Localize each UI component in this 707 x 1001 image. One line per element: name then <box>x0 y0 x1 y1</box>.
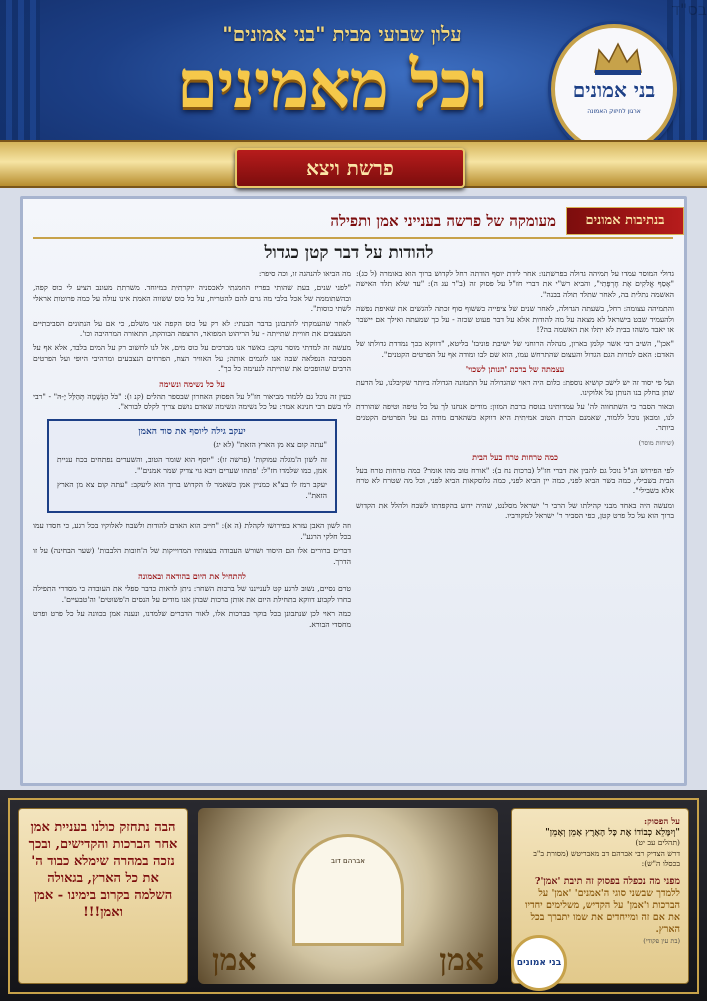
newsletter-subtitle: עלון שבועי מבית "בני אמונים" <box>222 22 462 46</box>
parasha-title: פרשת ויצא <box>235 148 465 188</box>
rabbi-note: דרש הצדיק רבי אברהם דב מאבריטש (מסורת ב"ב בכסלו ה"ש): <box>533 848 680 868</box>
tomb-arch <box>292 834 404 946</box>
paragraph: ועל פי יסוד זה יש לישב קושיא נוספת: כלום היה ראוי שהגדולה על התמונה הגדולה ביותר שקיבלנו, על הדעת שתן בחלק בנו הנותן על אלוקינו. <box>356 377 674 398</box>
paragraph: לאחר שהעמקתי להתבונן בדבר הבנתי: לא רק על כוס הקפה אני משלם, כי אם על הנתונים הסביבתיים המעצבים את חוויית שתייתה - על הריהוט המפואר, הרצפה הבוהקת, התאורה המרהיבה וכו'. <box>33 318 351 339</box>
section-description: מעומקה של פרשה בענייני אמן ותפילה <box>330 212 556 230</box>
newsletter-title: וכל מאמינים <box>177 45 487 123</box>
amen-word-left: אמן <box>212 943 257 978</box>
answer-source: (בת עין פקודי) <box>643 936 680 945</box>
paragraph: מה הביאו להנהגה זו, וכה סיפר: <box>258 269 351 278</box>
bsd-mark <box>0 0 707 19</box>
section-badge: בנתיבות אמונים <box>566 207 684 235</box>
article-column-right <box>356 269 674 769</box>
logo-name: בני אמונים <box>572 78 656 102</box>
paragraph: כמה ראוי לכן שנתבונן בכל בוקר בברכות אלו, לאור הדברים שלמדנו, ונענה אמן בכוונה על כל פרט ופרט מחסדי הבורא. <box>33 609 351 629</box>
paragraph: והתמיהה עצומה: רחל, בשעתה הגדולה, לאחר שנים של ציפייה כששוף סוף זכתה להגשים את שאיפת נפשה ולהעמיד שבט בישראל לא מצאה על מה להודות אלא על דבר פעוט שכזה - על כך שמעתה ואילך אם יישבר או יאבד משהו בבית לא יתלו את האשמה בה?! <box>356 304 674 335</box>
paragraph: לפי הפירוש הנ"ל נוכל גם להבין את דברי חז"ל (ברכות נח ב): "אורח טוב מהו אומר? כמה טרחות טרח בעל הבית בשבילי, כמה בשר הביא לפני, כמה יין הביא לפני, כמה גלוסקאות הביא לפני, וכל מה שטרח לא טרח אלא בשבילי". <box>356 465 674 496</box>
paragraph: "אכן", השיב רבי אשר קלמן בארון, מנהלה הרוחני של ישיבת פוניבז' בליטא, "דווקא בכך נמדדת גדולתו של האדם: האם למרות הגם הגדול והעצום שהתרחש עמו, הוא שם לבו ומודה אף על הפרטים הקטנים". <box>356 339 674 359</box>
highlight-verse: "עתה קום צא מן הארץ הזאת" (לא יג) <box>213 440 327 450</box>
paragraph: ומעשה היה באחד מבני קהילתו של הרבי ר' ישראל מסלנט, שהיה ידוע בהקפדתו לשבח ולהלל את הקדוש ברוך הוא על כל פרט קטן, כפי הסביר ר' ישראל למקורביו. <box>356 500 674 521</box>
verse-text: "וְיִמָּלֵא כְבוֹדוֹ אֶת כָּל הָאָרֶץ אָמֵן וְאָמֵן" <box>545 827 680 838</box>
verse-intro: על הפסוק: <box>644 817 680 827</box>
small-logo: בני אמונים <box>511 935 567 991</box>
paragraph: ובאור הסבר כי השתחווה לה' על עמדותינו בנוסח ברכת המזון: מודים אנחנו לך על כל טיפה וטיפה שהורדת לנו, ומכאן נוכל ללמוד, שאמנם הכרת הטוב אמיתית היא דווקא כשהאדם מודה גם על הפרטים הקטנים ביותר. <box>356 402 674 433</box>
bottom-banner <box>0 790 707 1001</box>
article-column-left <box>33 269 351 769</box>
highlight-text: זה לשון ה'מגלה עמוקות' (פרשה זו): "יוסף הוא שומר הטוב, והשערים נפתחים בכח עניית אמן, כמו שלמדו חז"ל: 'פתחו שערים ויבא גוי צדיק שמר אמנים'". <box>57 455 327 475</box>
paragraph: "לפני שנים, בעת שהותי בפריז הוזמנתי לאכסניה יוקרתית במיוחד. משרתת מעונב הציע לי כוס קפה, ובהשתוממה של אכל בלבי מה גרם להם להטריח, על כל כוס ששווה האמת אינו עולה על כמה פרוטות אראלי לשתי כוסות". <box>33 283 351 314</box>
subheading: להתחיל את היום בהודאה ובאמונה <box>138 571 246 582</box>
paragraph: וזה לשון האבן עזרא בפירושו לקהלת (ה א): "חייב הוא האדם להודות ולשבח לאלוקיו בכל רגע, כי חסדו עמו בכל חלקי הרגע". <box>33 521 351 541</box>
subheading: על כל נשימה ונשימה <box>159 378 225 389</box>
paragraph: דברים ברורים אלו הם היסוד ושורש העבודה בעצותיו המדוייקות של ה'חובות הלבבות' (שער הבחינה) על זו הדרך. <box>33 546 351 566</box>
divider <box>33 237 673 239</box>
main-article-panel <box>20 196 687 786</box>
source-note: (שיחות מוסר) <box>638 438 674 447</box>
highlight-title: יעקב גילה ליוסף את סוד האמן <box>138 426 246 437</box>
answer-text: ללמדך שבשני סוגי ה'אמנים' 'אמן' על הברכות ו'אמן' על הקדיש, משלימים יחדיו את אם זה ומייחדים את שמו יתברך בכל הארץ. <box>525 887 680 935</box>
organization-logo <box>551 24 677 154</box>
subheading: עצמתה של ברכת 'הנותן לשכוי' <box>465 364 565 375</box>
parchment-left <box>18 808 188 984</box>
paragraph: טרם נסיים, נשוב לרגע קט לענייננו של ברכות השחר: ניתן לראות כדבר ספלי את העובדה כי מסדרי התפילה בחרו לקבוע דווקא בתחילת היום את אותן ברכות שבהן אנו מודים על הנסים ה'פשוטים' וה'טבעיים'. <box>33 584 351 604</box>
subheading: כמה טרחות טרח בעל הבית <box>472 452 558 463</box>
highlight-text: יעקב רמז לו בצ"א כמניין אמן כשאמר לו הקדוש ברוך הוא ליעקב: "עתה קום צא מן הארץ הזאת". <box>57 480 327 500</box>
paragraph: כעין זה נוכל גם ללמוד מביאור חז"ל על הפסוק האחרון שבספר תהלים (קנ ו): "כֹּל הַנְּשָׁמָה תְּהַלֵּל יָ-הּ" - "רבי לוי בשם רבי חנינא אמר: על כל נשימה ונשימה שאדם נושם צריך לקלס לבורא". <box>33 392 351 412</box>
highlight-box <box>47 419 337 514</box>
logo-subtext: ארגון לחיזוק האמונה <box>587 108 641 115</box>
article-title: להודות על דבר קטן כגדול <box>264 243 434 263</box>
crown-icon <box>591 42 645 76</box>
tomb-image <box>198 808 498 984</box>
question-text: מפני מה נכפלה בפסוק זה תיבת 'אמן'? <box>534 875 680 887</box>
tomb-inscription: אברהם דוב <box>331 857 365 865</box>
amen-word-right: אמן <box>439 943 484 978</box>
verse-source: (תהלים עב יט) <box>635 838 680 847</box>
paragraph: גדולי המוסר עמדו על תמיהה גדולה בפרשתנו: אחר לידת יוסף הודתה רחל לקדוש ברוך הוא באומרה (ל כג): "אָסַף אֱלֹקִים אֶת חֶרְפָּתִי", והביא רש"י את דברי חז"ל על פסוק זה (ב"ר עג ה): "עד שלא תלד האישה האשמה נתלית בה, לאחר שתלד תולה בבנה". <box>356 269 674 299</box>
paragraph: מעשה זה למדתי מוסר נוקב: כאשר אנו מברכים על כוס מים, אל לנו לחשוב רק על המים בלבד, אלא אף על הסביבה הנפלאה שבה אנו לוגמים אותה; על האוויר הצח, הפרחים הנצבעים ומרהיבי היופי ועל הפרטים הרבים שהופכים את שתייתה לנעימה כל כך". <box>33 343 351 374</box>
closing-call: הבה נתחזק כולנו בעניית אמן אחר הברכות והקדישים, ובכך נזכה במהרה שימלא כבוד ה' את כל הארץ, בגאולה השלמה בקרוב בימינו - אמן ואמן!!! <box>28 820 178 920</box>
